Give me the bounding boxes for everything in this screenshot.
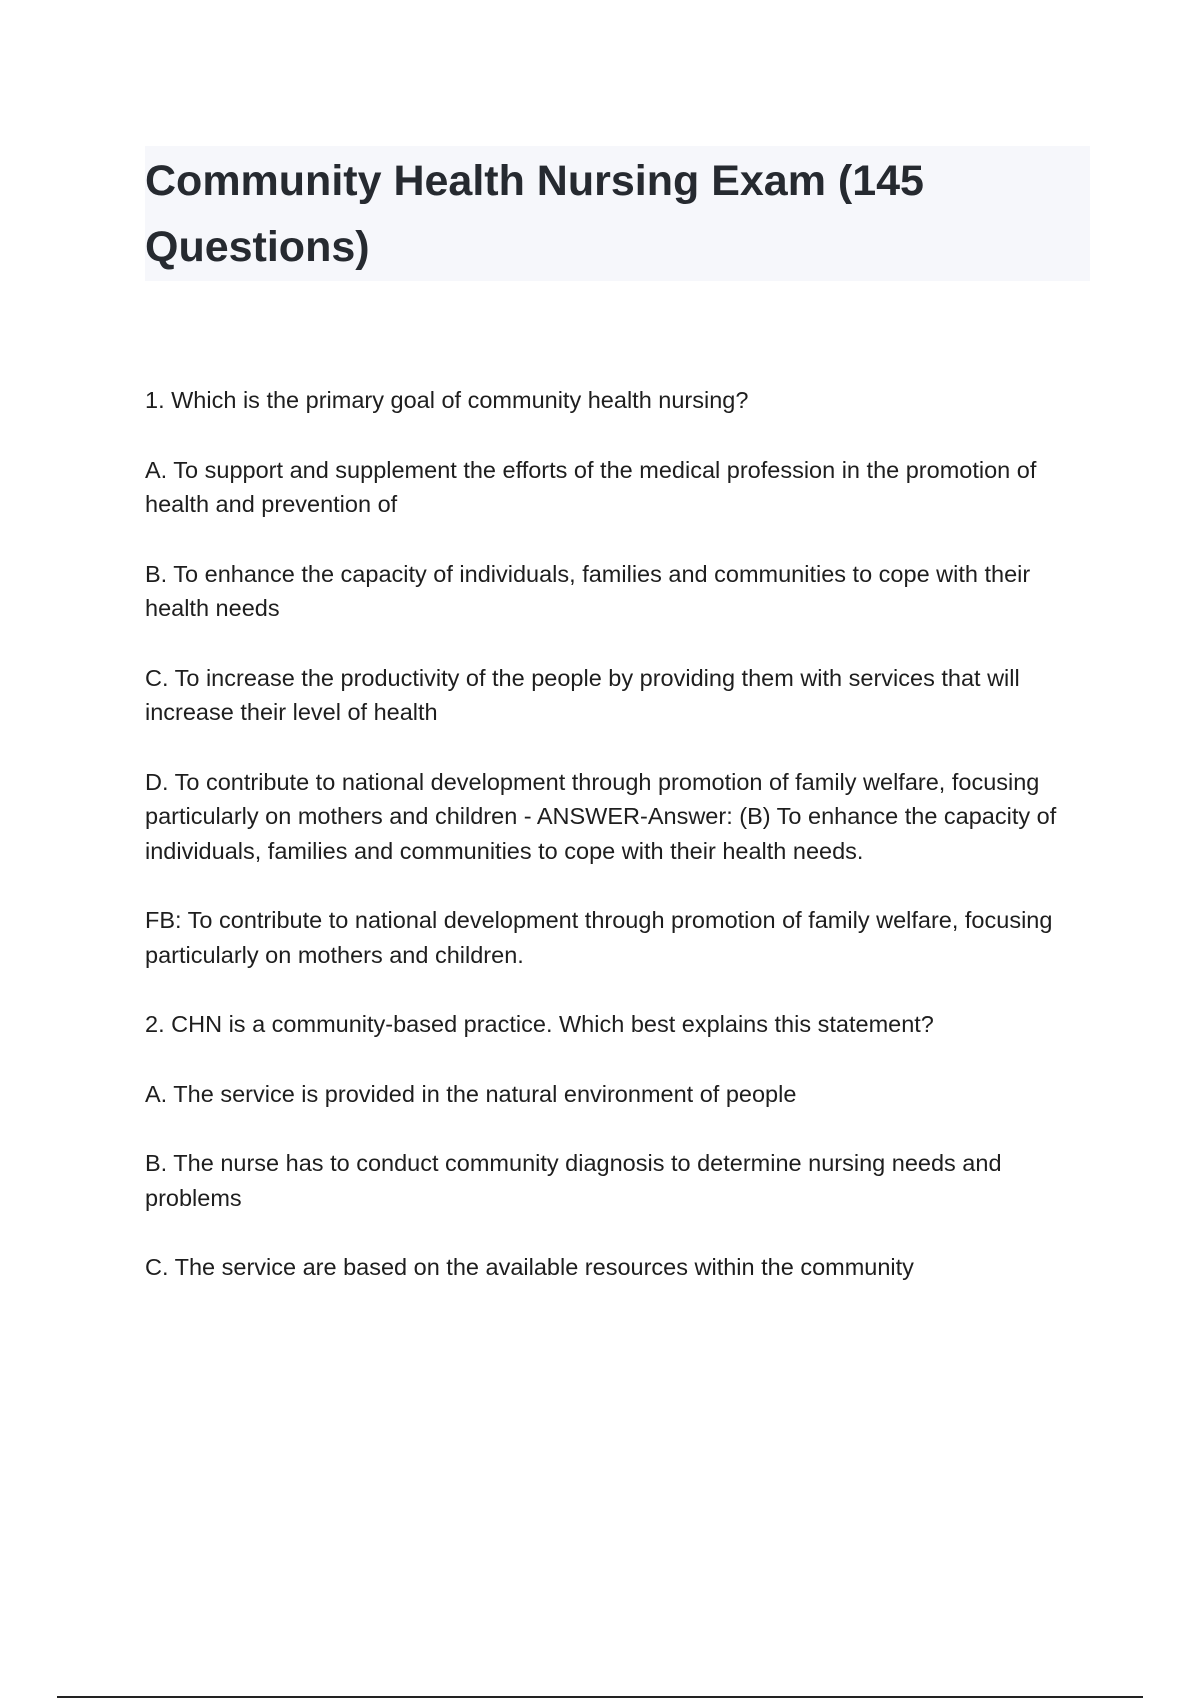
question-1-option-b: B. To enhance the capacity of individuals, families and communities to cope with their health needs — [145, 560, 1031, 621]
question-2-stem: 2. CHN is a community-based practice. Which best explains this statement? — [145, 1011, 934, 1037]
title-banner — [145, 146, 1090, 281]
question-1-option-d-answer: D. To contribute to national development through promotion of family welfare, focusing particularly on mothers and children - ANSWER-Answer: (B) To enhance the capacity of individuals, families and communities to cope with their health needs. — [145, 768, 1057, 864]
page-bottom-divider — [57, 1696, 1143, 1698]
question-2-option-c: C. The service are based on the available resources within the community — [145, 1254, 914, 1280]
question-1-stem: 1. Which is the primary goal of community health nursing? — [145, 387, 749, 413]
question-2-option-a: A. The service is provided in the natural environment of people — [145, 1080, 797, 1107]
question-2-option-b: B. The nurse has to conduct community diagnosis to determine nursing needs and problems — [145, 1150, 1002, 1211]
question-1-feedback: FB: To contribute to national development through promotion of family welfare, focusing particularly on mothers and children. — [145, 907, 1053, 968]
question-1-option-a: A. To support and supplement the efforts of the medical profession in the promotion of health and prevention of — [145, 456, 1037, 517]
document-title: Community Health Nursing Exam (145 Questions) — [145, 157, 924, 271]
document-body — [145, 383, 1090, 1320]
question-1-option-c: C. To increase the productivity of the people by providing them with services that will increase their level of health — [145, 664, 1020, 725]
